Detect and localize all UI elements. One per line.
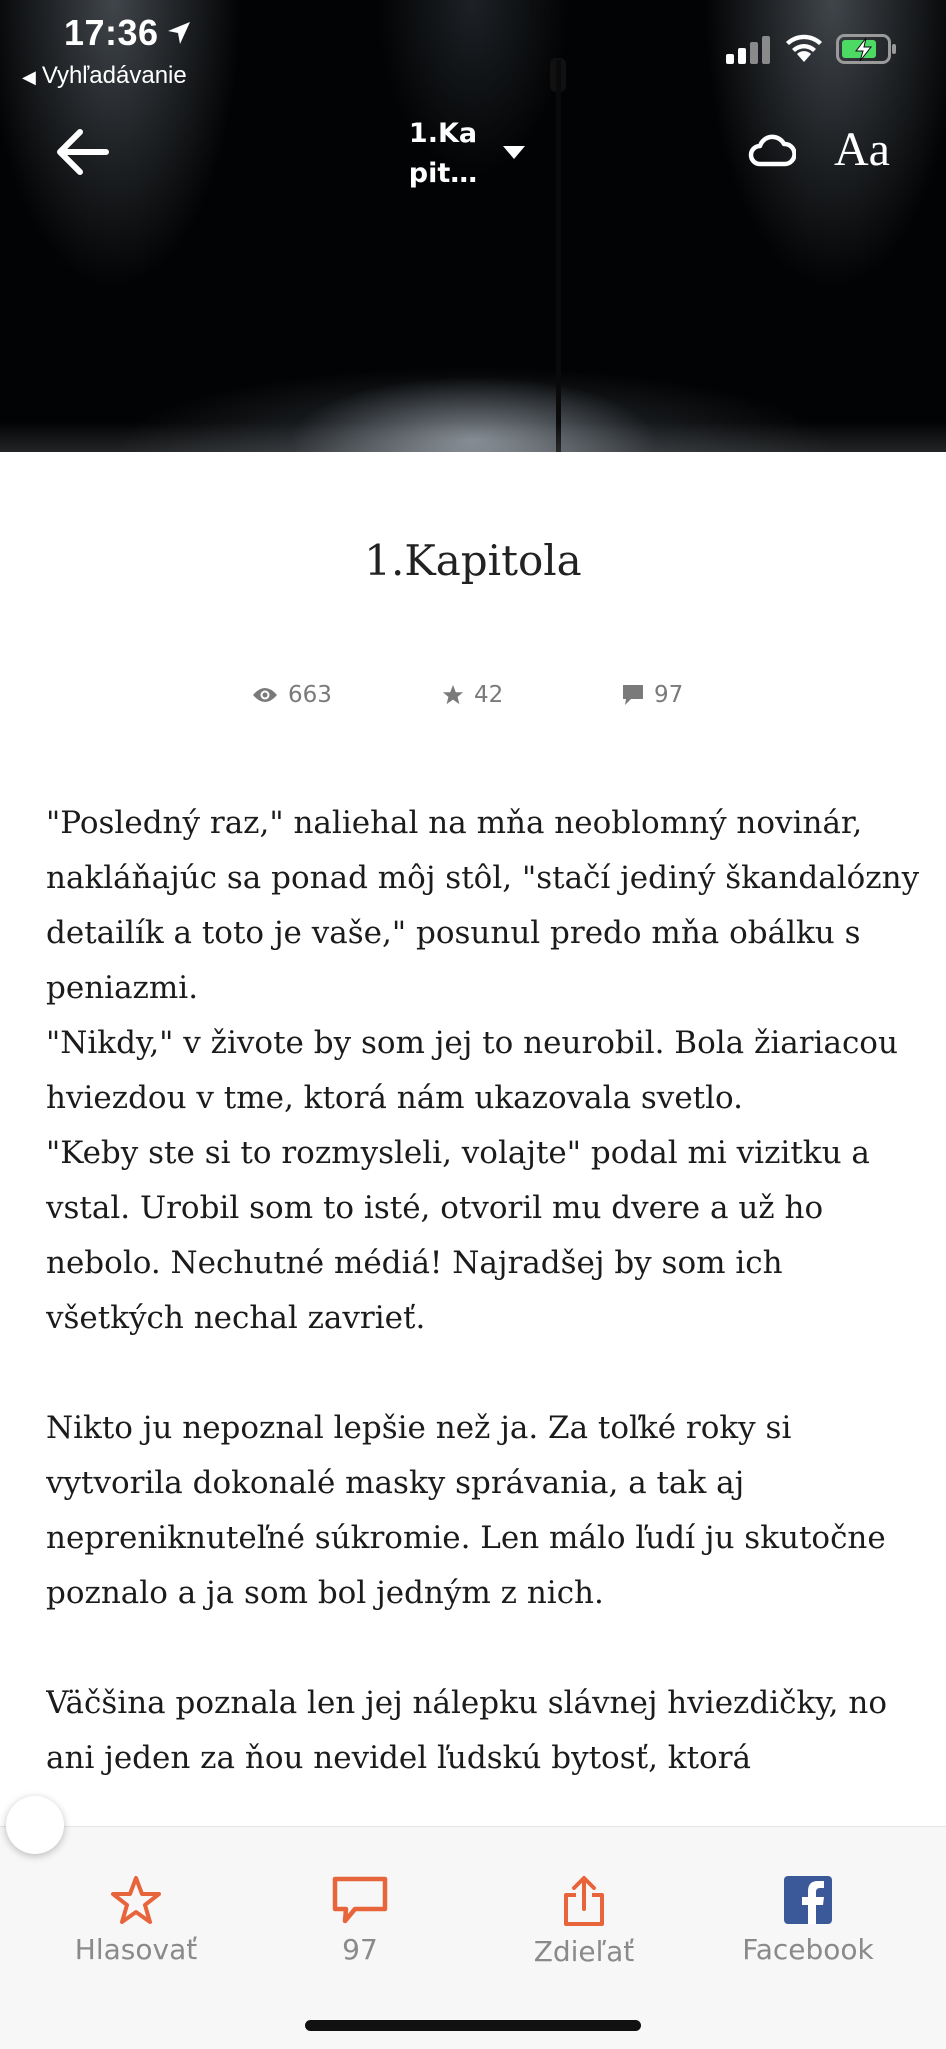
comment-icon xyxy=(622,684,644,706)
story-text xyxy=(46,796,926,1826)
font-settings-button[interactable]: Aa xyxy=(834,123,890,176)
story-paragraph: Väčšina poznala len jej nálepku slávnej hviezdičky, no ani jeden za ňou nevidel ľudskú bytosť, ktorá xyxy=(46,1685,888,1776)
views-stat xyxy=(252,680,332,710)
back-to-app-link[interactable] xyxy=(22,62,187,90)
share-button[interactable] xyxy=(484,1875,684,1968)
comments-stat xyxy=(622,680,683,710)
chapter-selector[interactable]: 1.Ka pit… xyxy=(408,118,478,189)
story-paragraph: "Nikdy," v živote by som jej to neurobil. Bola žiariacou hviezdou v tme, ktorá nám ukazovala svetlo. xyxy=(46,1025,898,1116)
views-count: 663 xyxy=(288,682,332,708)
facebook-icon xyxy=(783,1875,833,1925)
facebook-label: Facebook xyxy=(742,1933,874,1966)
story-paragraph: "Posledný raz," naliehal na mňa neoblomný novinár, nakláňajúc sa ponad môj stôl, "stačí jediný škandalózny detailík a toto je vaše," posunul predo mňa obálku s peniazmi. xyxy=(46,805,920,1006)
cloud-icon[interactable] xyxy=(748,132,796,168)
scroll-handle[interactable] xyxy=(6,1796,64,1854)
star-icon xyxy=(110,1875,162,1925)
comments-button[interactable] xyxy=(260,1875,460,1966)
bottom-action-bar xyxy=(0,1826,946,2049)
back-app-label: Vyhľadávanie xyxy=(41,62,187,89)
signal-icon xyxy=(726,36,772,64)
chapter-title: 1.Kapitola xyxy=(364,536,582,585)
back-arrow-icon[interactable] xyxy=(52,124,112,180)
home-indicator[interactable] xyxy=(305,2020,641,2031)
comments-label: 97 xyxy=(342,1933,378,1966)
story-paragraph: "Keby ste si to rozmysleli, volajte" podal mi vizitku a vstal. Urobil som to isté, otvoril mu dvere a už ho nebolo. Nechutné médiá! Najradšej by som ich všetkých nechal zavrieť. xyxy=(46,1135,870,1336)
star-icon xyxy=(442,684,464,706)
location-arrow-icon xyxy=(166,20,192,46)
eye-icon xyxy=(252,686,278,704)
wifi-icon xyxy=(784,30,824,64)
vote-label: Hlasovať xyxy=(74,1933,198,1966)
header-fade xyxy=(0,422,946,452)
back-triangle-icon: ◀ xyxy=(22,67,36,87)
share-icon xyxy=(561,1875,607,1927)
comment-icon xyxy=(331,1875,389,1925)
share-label: Zdieľať xyxy=(533,1935,635,1968)
battery-charging-icon xyxy=(836,34,898,64)
facebook-button[interactable] xyxy=(708,1875,908,1966)
votes-count: 42 xyxy=(474,682,504,708)
comments-count: 97 xyxy=(654,682,684,708)
votes-stat xyxy=(442,680,503,710)
microphone-stand xyxy=(556,60,561,452)
caret-down-icon[interactable] xyxy=(503,146,525,160)
story-paragraph: Nikto ju nepoznal lepšie než ja. Za toľké roky si vytvorila dokonalé masky správania, a tak aj nepreniknuteľné súkromie. Len málo ľudí ju skutočne poznalo a ja som bol jedným z nich. xyxy=(46,1410,886,1611)
status-time: 17:36 xyxy=(64,12,159,53)
vote-button[interactable] xyxy=(36,1875,236,1966)
